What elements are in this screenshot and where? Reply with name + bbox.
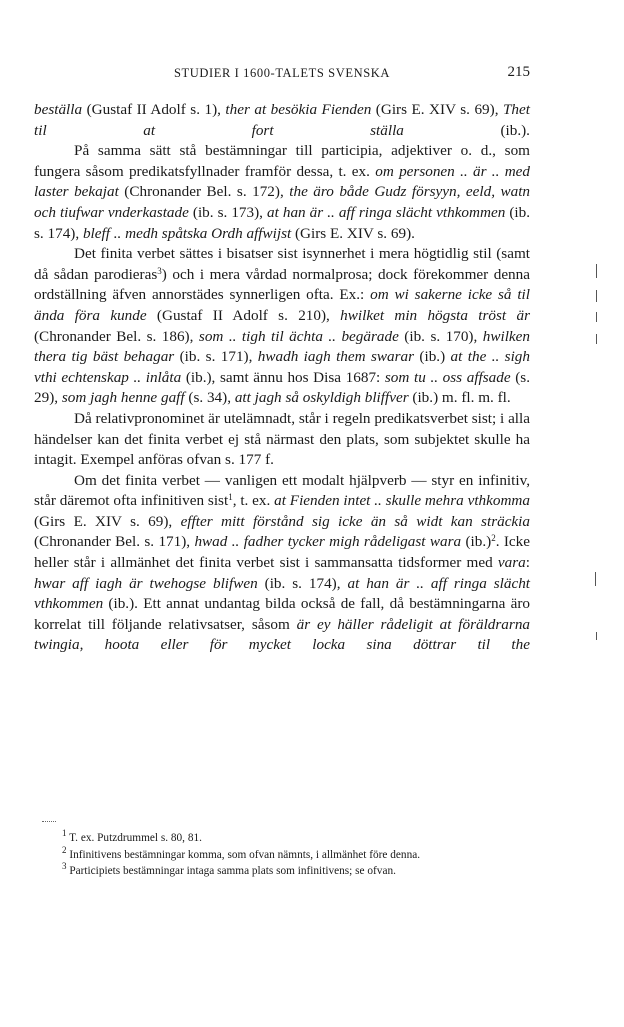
citation: (ib. s. 173), <box>188 203 267 221</box>
citation: (ib.) <box>414 348 451 366</box>
example-text: hwilket min högsta tröst är <box>340 306 530 324</box>
example-text: om wi sakerne icke så til ända föra kunde <box>34 286 530 324</box>
running-title: STUDIER I 1600-TALETS SVENSKA <box>173 66 391 80</box>
footnote-text: Participiets bestämningar intaga samma plats som infinitivens; se ofvan. <box>66 865 396 877</box>
body-text: , t. ex. <box>232 492 275 510</box>
paragraph-3 <box>34 244 530 409</box>
running-header <box>34 64 530 84</box>
citation: (Chronander Bel. s. 186), <box>34 327 199 345</box>
footnote-text: T. ex. Putzdrummel s. 80, 81. <box>66 832 202 844</box>
footnotes <box>34 830 530 880</box>
example-text: att jagh så oskyldigh bliffver <box>234 389 409 407</box>
paragraph-5 <box>34 471 530 656</box>
citation: (Gustaf II Adolf s. 210), <box>146 306 341 324</box>
page-number: 215 <box>507 64 530 80</box>
citation: (Girs E. XIV s. 69). <box>291 224 415 242</box>
citation: (ib.) m. fl. m. fl. <box>408 389 511 407</box>
citation: (s. 29), <box>34 368 530 407</box>
margin-mark <box>596 632 597 640</box>
example-text: bleff .. medh spåtska Ordh affwijst <box>82 224 292 242</box>
footnote-1 <box>34 830 530 847</box>
example-text: at the .. sigh vthi echtenskap .. inlåta <box>34 348 530 386</box>
example-text: om personen .. är .. med laster bekajat <box>34 162 530 201</box>
body-text: (ib.). Ett annat undantag bilda också de fall, då bestämningarna äro korrelat till följande relativsatser, såsom <box>34 595 530 633</box>
body-text: Då relativpronominet är utelämnadt, står i regeln predikatsverbet sist; i alla händelser kan det finita verbet ej stå närmast den plats, som subjektet skulle ha intagit. Exempel anföras ofvan s. 177 f. <box>34 409 530 469</box>
example-text: hwilken thera tig bäst behagar <box>34 327 530 366</box>
example-text: Thet til at fort ställa <box>34 101 530 139</box>
citation: (ib. s. 171), <box>174 348 258 366</box>
margin-mark <box>596 334 597 344</box>
example-text: at Fienden intet .. skulle mehra vthkomma <box>274 492 530 510</box>
footnote-2 <box>34 844 530 864</box>
citation: (ib.), samt ännu hos Disa 1687: <box>181 368 385 386</box>
footnote-ref[interactable]: 1 <box>228 492 233 503</box>
paragraph-4 <box>34 409 530 471</box>
margin-mark <box>596 312 597 322</box>
main-text <box>34 100 530 656</box>
citation: (ib. s. 174), <box>257 574 348 592</box>
margin-mark <box>596 290 597 302</box>
footnote-3 <box>34 863 530 880</box>
example-text: hwadh iagh them swarar <box>257 348 415 366</box>
example-text: hwar aff iagh är twehogse blifwen <box>34 574 258 592</box>
margin-mark <box>596 264 597 278</box>
body-text: På samma sätt stå bestämningar till participia, adjektiver o. d., som fungera såsom predikatsfyllnader framför dessa, t. ex. <box>34 142 530 180</box>
footnote-ref[interactable]: 2 <box>491 533 496 544</box>
footnote-mark: 1 <box>62 828 67 838</box>
example-text: som jagh henne gaff <box>61 389 185 407</box>
citation: (Chronander Bel. s. 171), <box>34 533 195 551</box>
footnote-text: Infinitivens bestämningar komma, som ofvan nämnts, i allmänhet före denna. <box>66 848 421 861</box>
body-text: . Icke heller står i allmänhet det finita verbet sist i sammansatta tidsformer med <box>34 533 530 572</box>
footnote-separator <box>42 821 56 822</box>
example-text: at han är .. aff ringa slächt vthkommen <box>267 203 506 221</box>
footnote-mark: 2 <box>62 844 67 855</box>
example-text: ther at besökia Fienden <box>225 101 372 118</box>
citation: (Girs E. XIV s. 69), <box>371 101 503 118</box>
example-text: är ey häller rådeligit at föräldrarna twingia, hoota eller för mycket locka sina döttrar til the <box>34 615 531 654</box>
citation: (Chronander Bel. s. 172), <box>118 183 290 201</box>
example-text: hwad .. fadher tycker migh rådeligast wara <box>194 533 462 551</box>
example-text: effter mitt förstånd sig icke än så widt kan sträckia <box>180 512 530 530</box>
citation: (Girs E. XIV s. 69), <box>34 512 181 530</box>
paragraph-1 <box>34 100 530 141</box>
example-text: the äro både Gudz försyyn, eeld, watn och tiufwar vnderkastade <box>34 183 531 221</box>
example-text: vara <box>497 554 526 572</box>
citation: (ib.) <box>461 533 492 551</box>
margin-mark <box>595 572 596 586</box>
citation: (Gustaf II Adolf s. 1), <box>82 101 226 118</box>
body-text: Om det finita verbet — vanligen ett modalt hjälpverb — styr en infinitiv, står däremot ofta infinitiven sist <box>34 471 530 510</box>
paragraph-2 <box>34 141 530 244</box>
example-text: som .. tigh til ächta .. begärade <box>198 327 399 345</box>
body-text: : <box>525 554 530 572</box>
body-text: Det finita verbet sättes i bisatser sist isynnerhet i mera högtidlig stil (samt då sådan parodieras <box>34 245 530 283</box>
example-text: som tu .. oss affsade <box>384 368 511 386</box>
footnote-ref[interactable]: 3 <box>157 265 162 276</box>
citation: (ib.). <box>403 121 530 139</box>
citation: (ib. s. 174), <box>34 203 530 242</box>
body-text: ) och i mera vårdad normalprosa; dock förekommer denna ordställning äfven annorstädes synnerligen ofta. Ex.: <box>34 265 530 304</box>
footnote-mark: 3 <box>62 861 67 871</box>
citation: (ib. s. 170), <box>398 327 483 345</box>
example-text: beställa <box>34 101 83 118</box>
citation: (s. 34), <box>184 389 235 407</box>
example-text: at han är .. aff ringa slächt vthkommen <box>34 574 531 613</box>
